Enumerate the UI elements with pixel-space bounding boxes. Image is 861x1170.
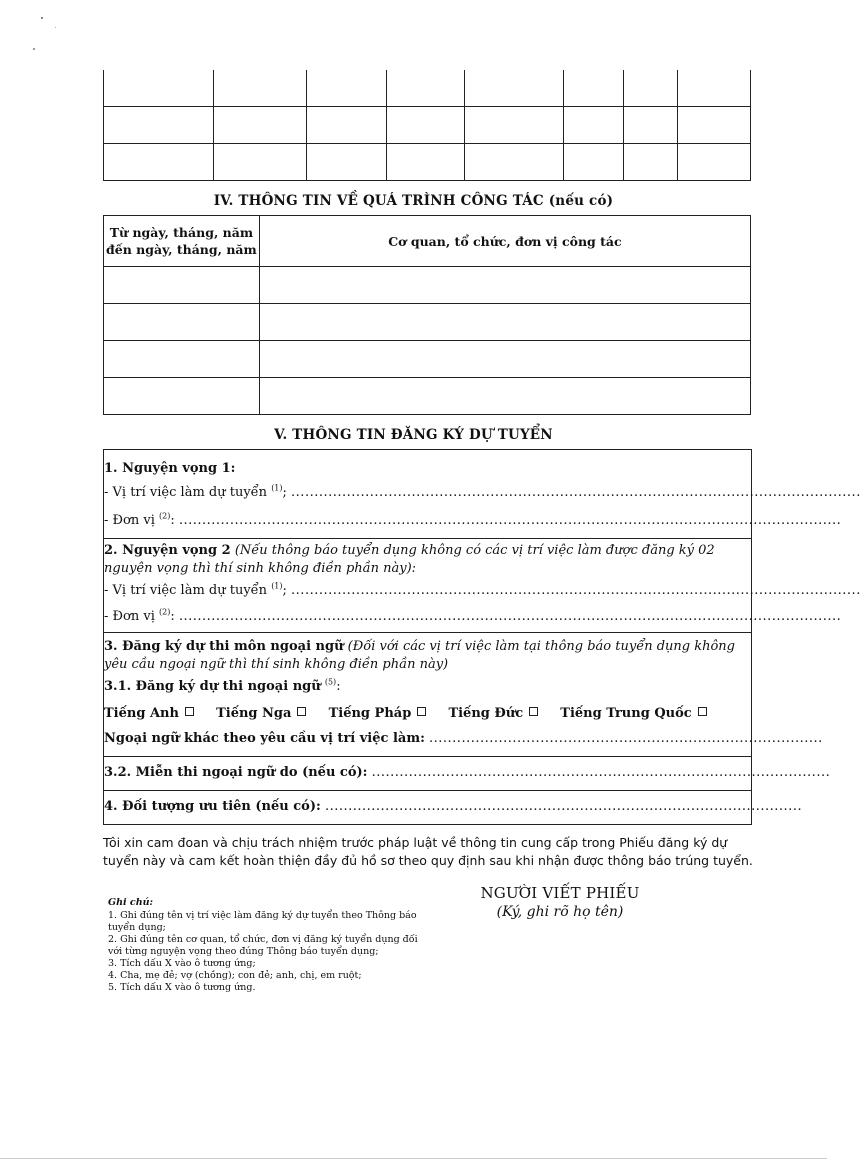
table-cell[interactable] (306, 70, 386, 107)
table-cell[interactable] (104, 341, 260, 378)
work-history-table (103, 215, 751, 415)
checkbox-icon[interactable] (185, 707, 194, 716)
table-cell[interactable] (564, 107, 624, 144)
table-row (104, 107, 751, 144)
wish-2-title: 2. Nguyện vọng 2 (104, 543, 231, 558)
language-section: 3. Đăng ký dự thi môn ngoại ngữ (Đối với các vị trí việc làm tại thông báo tuyển dụng không yêu cầu ngoại ngữ thì thí sinh không điền phần này) 3.1. Đăng ký dự thi ngoại ngữ $^{(5)}$: Tiếng Anh Tiếng Nga Tiếng Pháp Tiếng Đức Tiếng Trung Quốc Ngoại ngữ khác theo yêu cầu vị trí việc làm: ..................................................................................... (104, 632, 751, 757)
section-v-heading: V. THÔNG TIN ĐĂNG KÝ DỰ TUYỂN (274, 427, 553, 443)
language-options (104, 705, 745, 723)
table-cell[interactable] (465, 70, 564, 107)
table-cell[interactable] (259, 304, 750, 341)
option-french[interactable]: Tiếng Pháp (329, 706, 427, 721)
col-header-org: Cơ quan, tổ chức, đơn vị công tác (259, 216, 750, 267)
note-item: 4. Cha, mẹ đẻ; vợ (chồng); con đẻ; anh, chị, em ruột; (108, 970, 362, 981)
table-row (104, 144, 751, 181)
checkbox-icon[interactable] (698, 707, 707, 716)
registration-box (103, 449, 861, 825)
wish-1-unit-field[interactable]: - Đơn vị $^{(2)}$: ............................................................................................................................................... (104, 511, 842, 528)
table-cell[interactable] (624, 107, 678, 144)
table-cell[interactable] (213, 70, 306, 107)
note-item: 5. Tích dấu X vào ô tương ứng. (108, 982, 256, 993)
notes-block (108, 897, 428, 994)
table-cell[interactable] (259, 267, 750, 304)
table-cell[interactable] (104, 107, 214, 144)
wish-1-position-field[interactable]: - Vị trí việc làm dự tuyển $^{(1)}$; ........................................................................................................................... (104, 483, 861, 500)
table-cell[interactable] (678, 107, 751, 144)
table-row (104, 378, 751, 415)
table-header-row (104, 216, 751, 267)
scan-speck (33, 48, 35, 50)
table-cell[interactable] (678, 70, 751, 107)
table-cell[interactable] (104, 267, 260, 304)
table-cell[interactable] (104, 378, 260, 415)
table-cell[interactable] (259, 378, 750, 415)
priority-section (104, 790, 803, 824)
table-row (104, 304, 751, 341)
language-title: 3. Đăng ký dự thi môn ngoại ngữ (104, 639, 344, 654)
option-russian[interactable]: Tiếng Nga (216, 706, 306, 721)
signer-title: NGƯỜI VIẾT PHIẾU (480, 884, 640, 902)
note-item: 1. Ghi đúng tên vị trí việc làm đăng ký dự tuyển theo Thông báo tuyển dụng; (108, 910, 417, 933)
table-cell[interactable] (306, 144, 386, 181)
option-german[interactable]: Tiếng Đức (448, 706, 538, 721)
table-cell[interactable] (104, 304, 260, 341)
table-cell[interactable] (104, 70, 214, 107)
table-cell[interactable] (104, 144, 214, 181)
table-cell[interactable] (213, 144, 306, 181)
table-cell[interactable] (564, 144, 624, 181)
priority-field[interactable]: 4. Đối tượng ưu tiên (nếu có): ....................................................................................................... (104, 799, 803, 814)
language-note: (Đối với các vị trí việc làm tại thông báo tuyển dụng không yêu cầu ngoại ngữ thì thí sinh không điền phần này) (104, 639, 736, 672)
pledge-statement: Tôi xin cam đoan và chịu trách nhiệm trước pháp luật về thông tin cung cấp trong Phiếu đăng ký dự tuyển này và cam kết hoàn thiện đầy đủ hồ sơ theo quy định sau khi nhận được thông báo trúng tuyển. (103, 835, 753, 868)
wish-1-section (104, 450, 861, 539)
option-chinese[interactable]: Tiếng Trung Quốc (560, 706, 706, 721)
signer-subtitle: (Ký, ghi rõ họ tên) (496, 904, 624, 920)
table-cell[interactable] (306, 107, 386, 144)
wish-1-title: 1. Nguyện vọng 1: (104, 461, 236, 476)
scan-speck (55, 27, 56, 28)
scan-speck (41, 17, 43, 19)
table-cell[interactable] (386, 107, 465, 144)
note-item: 2. Ghi đúng tên cơ quan, tổ chức, đơn vị đăng ký tuyển dụng đối với từng nguyện vọng theo đúng Thông báo tuyển dụng; (108, 934, 418, 957)
table-row (104, 70, 751, 107)
language-subtitle: 3.1. Đăng ký dự thi ngoại ngữ (104, 679, 321, 694)
table-row (104, 341, 751, 378)
table-row (104, 267, 751, 304)
table-cell[interactable] (624, 144, 678, 181)
table-cell[interactable] (213, 107, 306, 144)
exemption-field[interactable]: 3.2. Miễn thi ngoại ngữ do (nếu có): ................................................................................................... (104, 765, 831, 780)
note-item: 3. Tích dấu X vào ô tương ứng; (108, 958, 256, 969)
option-english[interactable]: Tiếng Anh (104, 706, 194, 721)
table-cell[interactable] (465, 144, 564, 181)
table-cell[interactable] (678, 144, 751, 181)
checkbox-icon[interactable] (417, 707, 426, 716)
table-cell[interactable] (624, 70, 678, 107)
wish-2-section (104, 538, 861, 633)
table-cell[interactable] (386, 70, 465, 107)
notes-title: Ghi chú: (108, 897, 154, 908)
wish-2-unit-field[interactable]: - Đơn vị $^{(2)}$: ............................................................................................................................................... (104, 607, 842, 624)
language-exemption-section (104, 756, 831, 791)
section-iv-heading: IV. THÔNG TIN VỀ QUÁ TRÌNH CÔNG TÁC (nếu có) (213, 193, 614, 209)
other-language-field[interactable]: Ngoại ngữ khác theo yêu cầu vị trí việc làm: ..................................................................................... (104, 731, 823, 746)
family-table-continuation (103, 70, 751, 181)
wish-2-position-field[interactable]: - Vị trí việc làm dự tuyển $^{(1)}$; ........................................................................................................................... (104, 581, 861, 598)
table-cell[interactable] (386, 144, 465, 181)
wish-2-note: (Nếu thông báo tuyển dụng không có các vị trí việc làm được đăng ký 02 nguyện vọng thì thí sinh không điền phần này): (104, 543, 715, 576)
table-cell[interactable] (564, 70, 624, 107)
checkbox-icon[interactable] (297, 707, 306, 716)
table-cell[interactable] (465, 107, 564, 144)
checkbox-icon[interactable] (529, 707, 538, 716)
table-cell[interactable] (259, 341, 750, 378)
col-header-date: Từ ngày, tháng, năm đến ngày, tháng, năm (104, 216, 260, 267)
page-edge-line (0, 1158, 827, 1159)
